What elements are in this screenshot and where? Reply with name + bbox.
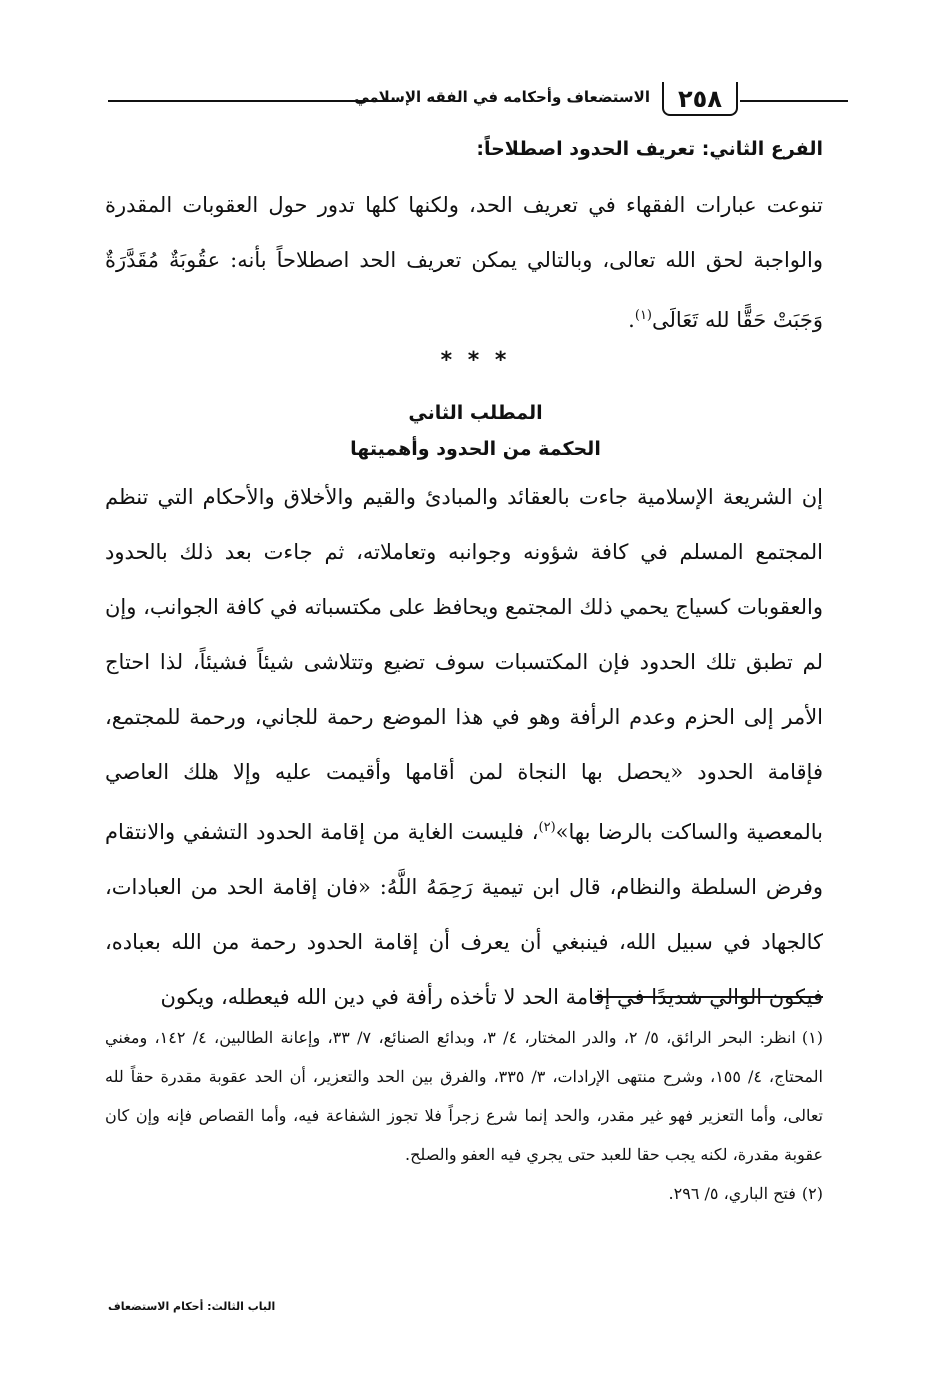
header-rule-left [108,100,398,102]
footnote-divider [595,996,823,998]
wisdom-text-a: إن الشريعة الإسلامية جاءت بالعقائد والمبادئ والقيم والأخلاق والأحكام التي تنظم المجتمع المسلم في كافة شؤونه وجوانبه وتعاملاته، ثم جاءت بعد ذلك بالحدود والعقوبات كسياج يحمي ذلك المجتمع ويحافظ على مكتسباته في كافة الجوانب، وإن لم تطبق تلك الحدود فإن المكتسبات سوف تضيع وتتلاشى شيئاً فشيئاً، لذا احتاج الأمر إلى الحزم وعدم الرأفة وهو في هذا الموضع رحمة للجاني، ورحمة للمجتمع، فإقامة الحدود «يحصل بها النجاة لمن أقامها وأقيمت عليه وإلا هلك العاصي بالمعصية والساكت بالرضا بها» [105,485,823,844]
footnote-number: (٢) [801,1184,823,1203]
running-title: الاستضعاف وأحكامه في الفقه الإسلامي [354,88,650,106]
footnote-ref-1[interactable]: (١) [634,308,652,323]
page-number: ٢٥٨ [662,82,738,116]
definition-text: تنوعت عبارات الفقهاء في تعريف الحد، ولكنها كلها تدور حول العقوبات المقدرة والواجبة لحق الله تعالى، وبالتالي يمكن تعريف الحد اصطلاحاً بأنه: عقُوبَةٌ مُقَدَّرَةٌ وَجَبَتْ حَقًّا لله تَعَالَى [105,193,823,332]
footnotes [105,1018,823,1213]
chapter-title: المطلب الثاني [408,402,543,424]
footnote-item [105,1174,823,1213]
section-heading: الفرع الثاني: تعريف الحدود اصطلاحاً: [476,138,823,160]
footnote-number: (١) [801,1028,823,1047]
footnote-text: انظر: البحر الرائق، ٥/ ٢، والدر المختار، ٤/ ٣، وبدائع الصنائع، ٧/ ٣٣، وإعانة الطالبين، ٤/ ١٤٢، ومغني المحتاج، ٤/ ١٥٥، وشرح منتهى الإرادات، ٣/ ٣٣٥، والفرق بين الحد والتعزير، أن الحد عقوبة مقدرة حقاً لله تعالى، وأما التعزير فهو غير مقدر، والحد إنما شرع زجراً فلا تجوز الشفاعة فيه، وأما القصاص فإنه وإن كان عقوبة مقدرة، لكنه يجب حقا للعبد حتى يجري فيه العفو والصلح. [105,1028,824,1164]
page-footer: الباب الثالث: أحكام الاستضعاف [108,1300,276,1313]
definition-end: . [628,308,635,332]
definition-paragraph [105,178,823,348]
wisdom-text-b: ، فليست الغاية من إقامة الحدود التشفي والانتقام وفرض السلطة والنظام، قال ابن تيمية رَحِمَهُ اللَّهُ: «فان إقامة الحد من العبادات، كالجهاد في سبيل الله، فينبغي أن يعرف أن إقامة الحدود رحمة من الله بعباده، فيكون الوالي شديدًا في إقامة الحد لا تأخذه رأفة في دين الله فيعطله، ويكون [105,820,823,1009]
definition-block [105,178,823,348]
footnote-item [105,1018,823,1174]
chapter-subtitle: الحكمة من الحدود وأهميتها [350,438,601,460]
page-header [108,78,848,122]
header-rule-right [740,100,848,102]
section-separator: * * * [440,348,511,373]
footnote-ref-2[interactable]: (٢) [538,820,556,835]
wisdom-block [105,470,823,1025]
footnote-text: فتح الباري، ٥/ ٢٩٦. [668,1184,796,1203]
wisdom-paragraph [105,470,823,1025]
